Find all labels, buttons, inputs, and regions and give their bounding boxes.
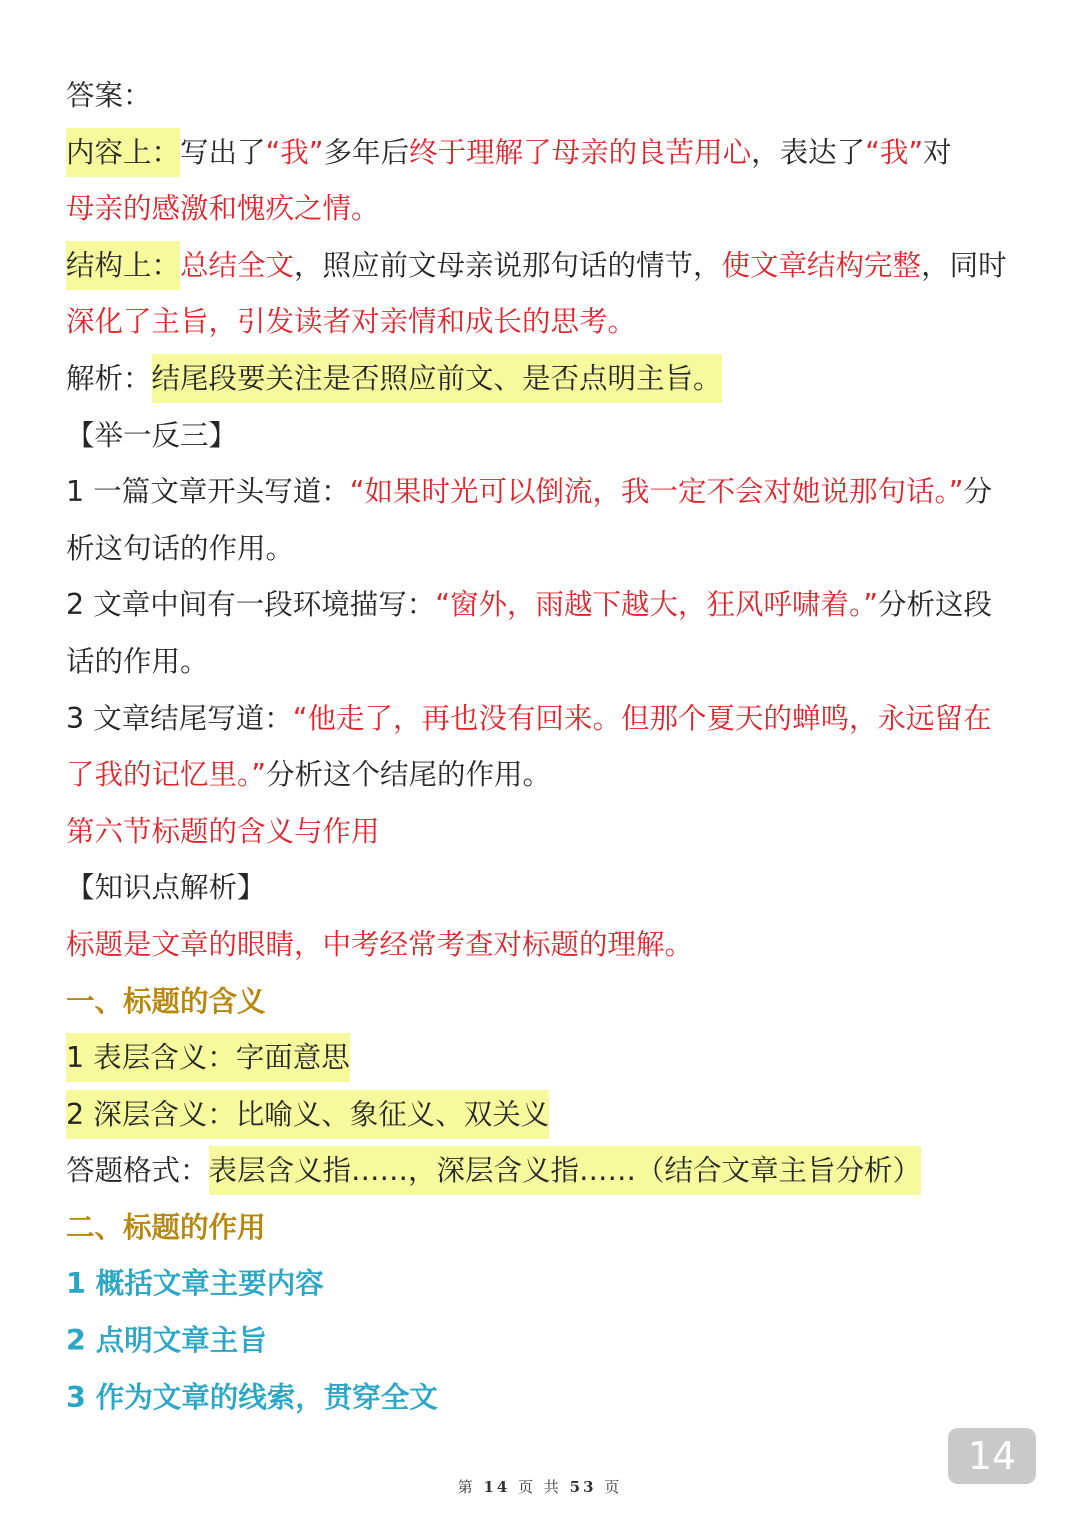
structure-text-d: ，同时	[921, 248, 1007, 282]
footer-current-page: 14	[483, 1478, 511, 1496]
question-1-line-1	[66, 464, 1026, 521]
structure-complete: 使文章结构完整	[721, 248, 922, 282]
answer-label-line	[66, 68, 1026, 125]
meaning-item-1: 1 表层含义：字面意思	[66, 1033, 350, 1082]
question-1-line-2	[66, 521, 1026, 578]
function-item-2: 2 点明文章主旨	[66, 1324, 267, 1358]
practice-heading	[66, 408, 1026, 465]
meaning-heading: 一、标题的含义	[66, 984, 266, 1018]
q1-quote: “如果时光可以倒流，我一定不会对她说那句话。”	[349, 475, 964, 509]
footer-prefix: 第	[457, 1478, 476, 1496]
meaning-item-2: 2 深层含义：比喻义、象征义、双关义	[66, 1090, 549, 1139]
document-body	[66, 68, 1026, 1426]
q3-quote-part-1: “他走了，再也没有回来。但那个夏天的蝉鸣，永远留在	[292, 701, 992, 735]
question-3-line-2	[66, 747, 1026, 804]
answer-label: 答案：	[66, 79, 152, 112]
q2-prefix: 2 文章中间有一段环境描写：	[66, 588, 436, 622]
knowledge-text: 标题是文章的眼睛，中考经常考查对标题的理解。	[66, 927, 694, 961]
structure-deepen: 深化了主旨，引发读者对亲情和成长的思考。	[66, 305, 637, 339]
q1-prefix: 1 一篇文章开头写道：	[66, 475, 350, 509]
question-2-line-2	[66, 634, 1026, 691]
content-quote-2: “我”	[865, 135, 924, 169]
format-text: 表层含义指……，深层含义指……（结合文章主旨分析）	[209, 1146, 922, 1195]
q1-suffix: 分	[963, 475, 993, 509]
q2-quote: “窗外，雨越下越大，狂风呼啸着。”	[435, 588, 878, 622]
content-line-2	[66, 181, 1026, 238]
q3-quote-part-2: 了我的记忆里。”	[66, 758, 267, 792]
q2-task: 话的作用。	[66, 644, 209, 678]
structure-label: 结构上：	[66, 241, 180, 290]
content-text-a: 写出了	[180, 135, 266, 169]
footer-suffix: 页	[604, 1478, 623, 1496]
structure-summary: 总结全文	[180, 248, 295, 282]
content-line-1	[66, 125, 1026, 182]
q2-suffix: 分析这段	[877, 588, 992, 622]
structure-line-2	[66, 294, 1026, 351]
section-6-title: 第六节标题的含义与作用	[66, 814, 380, 848]
q3-prefix: 3 文章结尾写道：	[66, 701, 293, 735]
page-footer	[0, 1476, 1080, 1497]
footer-total-pages: 53	[569, 1478, 597, 1496]
structure-line-1	[66, 238, 1026, 295]
structure-text-b: ，照应前文母亲说那句话的情节，	[294, 248, 722, 282]
q1-task: 析这句话的作用。	[66, 531, 295, 565]
content-key-phrase: 终于理解了母亲的良苦用心	[409, 135, 752, 169]
content-emotion: 母亲的感激和愧疚之情。	[66, 192, 380, 226]
function-item-3: 3 作为文章的线索，贯穿全文	[66, 1380, 438, 1414]
meaning-item-2-line	[66, 1087, 1026, 1144]
q3-task: 分析这个结尾的作用。	[266, 758, 552, 792]
answer-format-line	[66, 1143, 1026, 1200]
content-text-c: 多年后	[323, 135, 410, 169]
question-3-line-1	[66, 691, 1026, 748]
knowledge-heading: 【知识点解析】	[66, 871, 266, 905]
analysis-line	[66, 351, 1026, 408]
question-2-line-1	[66, 577, 1026, 634]
function-item-1: 1 概括文章主要内容	[66, 1267, 324, 1301]
content-text-e: ，表达了	[751, 135, 866, 169]
footer-mid: 页 共	[518, 1478, 562, 1496]
practice-heading-text: 【举一反三】	[66, 418, 238, 452]
content-label: 内容上：	[66, 128, 180, 177]
format-label: 答题格式：	[66, 1154, 209, 1188]
analysis-label: 解析：	[66, 361, 152, 395]
content-text-g: 对	[923, 135, 952, 169]
content-quote-1: “我”	[265, 135, 324, 169]
analysis-text: 结尾段要关注是否照应前文、是否点明主旨。	[152, 354, 722, 403]
function-heading: 二、标题的作用	[66, 1210, 266, 1244]
page-number-badge: 14	[948, 1428, 1036, 1484]
meaning-item-1-line	[66, 1030, 1026, 1087]
